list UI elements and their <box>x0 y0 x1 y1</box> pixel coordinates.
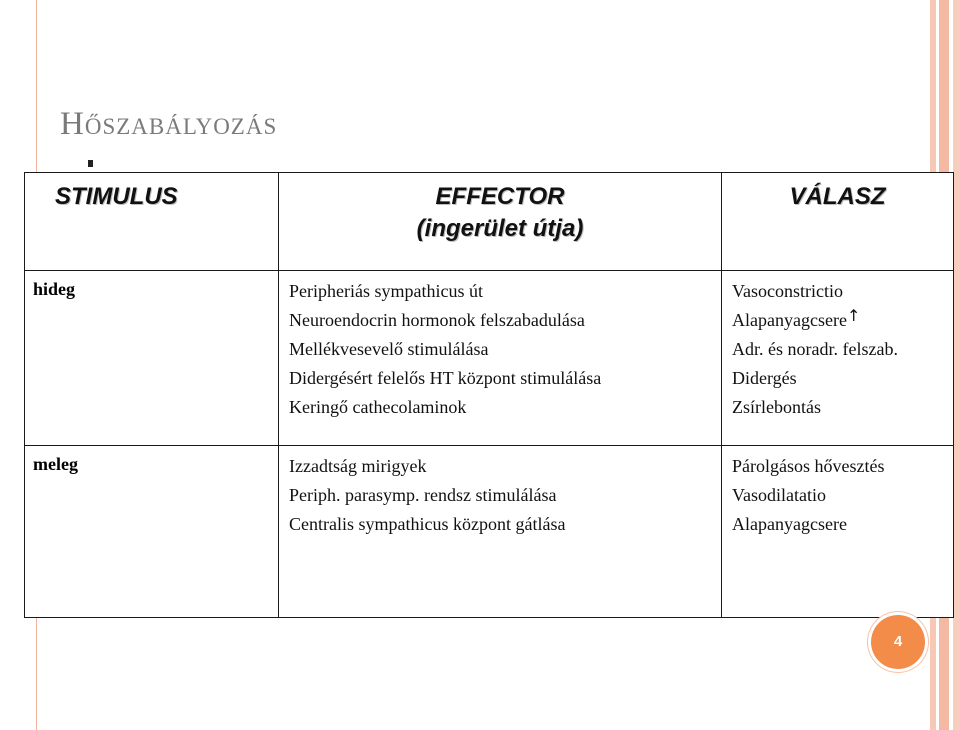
table-row <box>25 446 954 618</box>
header-effector-sub: (ingerület útja) <box>416 215 584 242</box>
arrow-up-icon: ↑ <box>846 306 861 325</box>
table-row <box>25 271 954 446</box>
valasz-item: Adr. és noradr. felszab. <box>732 339 898 359</box>
thermoregulation-table <box>24 172 954 618</box>
effector-item: Centralis sympathicus központ gátlása <box>289 514 566 534</box>
effector-item: Neuroendocrin hormonok felszabadulása <box>289 310 585 330</box>
effector-item: Izzadtság mirigyek <box>289 456 427 476</box>
header-effector-label: EFFECTOR <box>435 183 565 210</box>
valasz-item-text: Alapanyagcsere <box>732 310 847 330</box>
valasz-item: Zsírlebontás <box>732 397 821 417</box>
valasz-cell <box>722 446 954 618</box>
effector-item: Didergésért felelős HT központ stimulálása <box>289 368 602 388</box>
header-effector <box>279 173 722 271</box>
effector-item: Peripheriás sympathicus út <box>289 281 483 301</box>
valasz-item: Párolgásos hővesztés <box>732 456 885 476</box>
valasz-item <box>732 306 953 335</box>
valasz-item: Didergés <box>732 368 797 388</box>
effector-item: Mellékvesevelő stimulálása <box>289 339 489 359</box>
decor-stripe <box>953 0 960 730</box>
header-valasz: VÁLASZ <box>722 173 954 271</box>
valasz-item: Vasodilatatio <box>732 485 826 505</box>
effector-cell <box>279 271 722 446</box>
effector-item: Keringő cathecolaminok <box>289 397 467 417</box>
valasz-item: Alapanyagcsere <box>732 514 847 534</box>
effector-cell <box>279 446 722 618</box>
stimulus-cell: hideg <box>25 271 279 446</box>
valasz-item: Vasoconstrictio <box>732 281 843 301</box>
stimulus-cell: meleg <box>25 446 279 618</box>
valasz-cell <box>722 271 954 446</box>
table-header-row <box>25 173 954 271</box>
bullet-marker <box>88 160 93 167</box>
effector-item: Periph. parasymp. rendsz stimulálása <box>289 485 557 505</box>
slide-title: Hőszabályozás <box>60 106 278 142</box>
header-stimulus: STIMULUS <box>25 173 279 271</box>
page-number-badge: 4 <box>871 615 925 669</box>
